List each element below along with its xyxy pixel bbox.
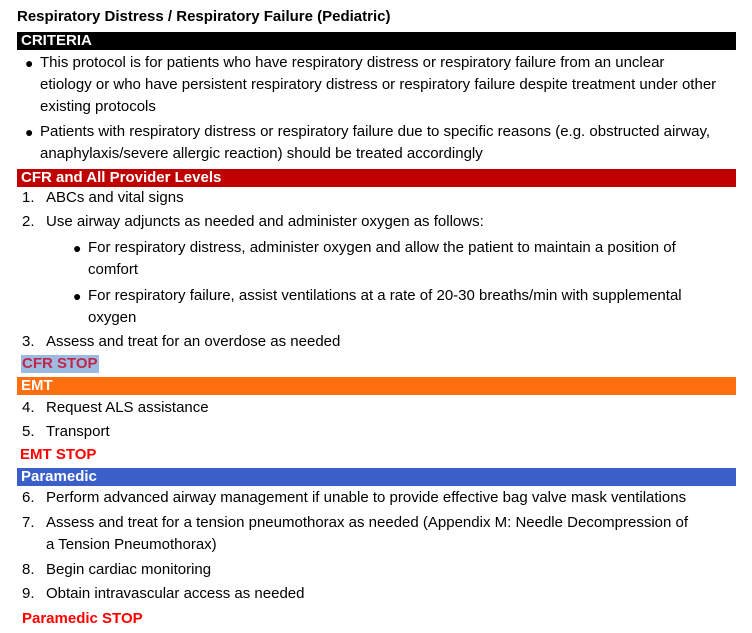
cfr-sub-bullet-1: ● For respiratory distress, administer oxygen and allow the patient to maintain a position of comfort xyxy=(73,239,676,278)
cfr-step-1: 1. ABCs and vital signs xyxy=(22,189,184,206)
criteria-bullet-2: ● Patients with respiratory distress or respiratory failure due to specific reasons (e.g. obstructed airway, anaphylaxis/severe allergic reaction) should be treated accordingly xyxy=(25,123,711,162)
emt-stop-label: EMT STOP xyxy=(20,446,97,463)
emt-step-4: 4. Request ALS assistance xyxy=(22,399,209,416)
bullet-icon: ● xyxy=(73,240,82,256)
bullet-icon: ● xyxy=(25,124,34,140)
emt-header: EMT xyxy=(17,377,736,395)
bullet-icon: ● xyxy=(25,55,34,71)
page-title: Respiratory Distress / Respiratory Failure (Pediatric) xyxy=(17,8,391,25)
cfr-sub-bullet-2: ● For respiratory failure, assist ventilations at a rate of 20-30 breaths/min with supplemental oxygen xyxy=(73,287,682,326)
cfr-stop-label: CFR STOP xyxy=(22,355,98,372)
paramedic-step-8: 8. Begin cardiac monitoring xyxy=(22,561,212,578)
paramedic-stop-label: Paramedic STOP xyxy=(22,610,143,627)
bullet-icon: ● xyxy=(73,288,82,304)
criteria-bullet-1: ● This protocol is for patients who have respiratory distress or respiratory failure from an unclear etiology or who have persistent respiratory distress or respiratory failure despite treatment under other existing protocols xyxy=(25,54,717,115)
cfr-step-2: 2. Use airway adjuncts as needed and administer oxygen as follows: xyxy=(22,213,484,230)
paramedic-step-6: 6. Perform advanced airway management if unable to provide effective bag valve mask ventilations xyxy=(22,489,687,506)
cfr-header: CFR and All Provider Levels xyxy=(17,169,736,187)
emt-step-5: 5. Transport xyxy=(22,423,110,440)
paramedic-header: Paramedic xyxy=(17,468,736,486)
criteria-header: CRITERIA xyxy=(17,32,736,50)
paramedic-step-7: 7. Assess and treat for a tension pneumothorax as needed (Appendix M: Needle Decompression of a Tension Pneumothorax) xyxy=(22,514,689,553)
cfr-step-3: 3. Assess and treat for an overdose as needed xyxy=(22,333,341,350)
paramedic-step-9: 9. Obtain intravascular access as needed xyxy=(22,585,305,602)
